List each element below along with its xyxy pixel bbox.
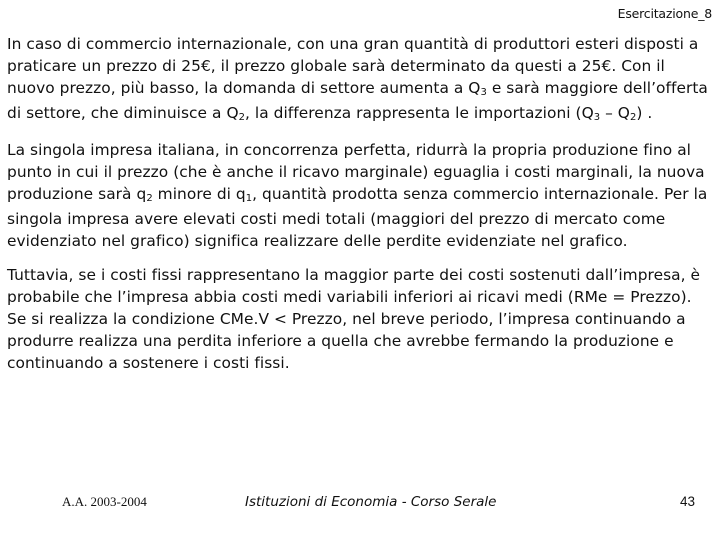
footer-academic-year: A.A. 2003-2004 [62, 494, 147, 509]
footer-page-number: 43 [679, 494, 695, 509]
slide-section-label: Esercitazione_8 [617, 6, 712, 21]
slide-body [7, 33, 713, 386]
paragraph-text: In caso di commercio internazionale, con una gran quantità di produttori esteri disposti a praticare un prezzo di 25€, il prezzo globale sarà determinato da questi a 25€. Con il nuovo prezzo, più basso, la domanda di settore aumenta a Q [7, 35, 699, 97]
paragraph-text: , quantità prodotta senza commercio internazionale. Per la singola impresa avere elevati costi medi totali (maggiori del prezzo di mercato come evidenziato nel grafico) significa realizzare delle perdite evidenziate nel grafico. [7, 185, 708, 250]
slide-footer [0, 494, 720, 514]
paragraph-text: – Q [600, 104, 630, 122]
subscript: 1 [245, 193, 253, 204]
subscript: 2 [146, 193, 153, 204]
paragraph-text: e sarà maggiore dell’offerta di settore, che diminuisce a Q [7, 79, 708, 122]
paragraph-international-trade [7, 33, 713, 127]
paragraph-text: ) . [636, 104, 653, 122]
subscript: 3 [593, 112, 601, 123]
subscript: 2 [629, 112, 637, 123]
paragraph-text: minore di q [152, 185, 246, 203]
subscript: 2 [238, 112, 246, 123]
subscript: 3 [480, 87, 487, 98]
paragraph-italian-firm [7, 139, 713, 252]
paragraph-text: , la differenza rappresenta le importazioni (Q [245, 104, 594, 122]
paragraph-fixed-costs: Tuttavia, se i costi fissi rappresentano la maggior parte dei costi sostenuti dall’impresa, è probabile che l’impresa abbia costi medi variabili inferiori ai ricavi medi (RMe = Prezzo). Se si realizza la condizione CMe.V < Prezzo, nel breve periodo, l’impresa continuando a produrre realizza una perdita inferiore a quella che avrebbe fermando la produzione e continuando a sostenere i costi fissi. [7, 266, 701, 372]
paragraph-text: La singola impresa italiana, in concorrenza perfetta, ridurrà la propria produzione fino al punto in cui il prezzo (che è anche il ricavo marginale) eguaglia i costi marginali, la nuova produzione sarà q [7, 141, 705, 203]
footer-course-title: Istituzioni di Economia - Corso Serale [245, 494, 497, 510]
